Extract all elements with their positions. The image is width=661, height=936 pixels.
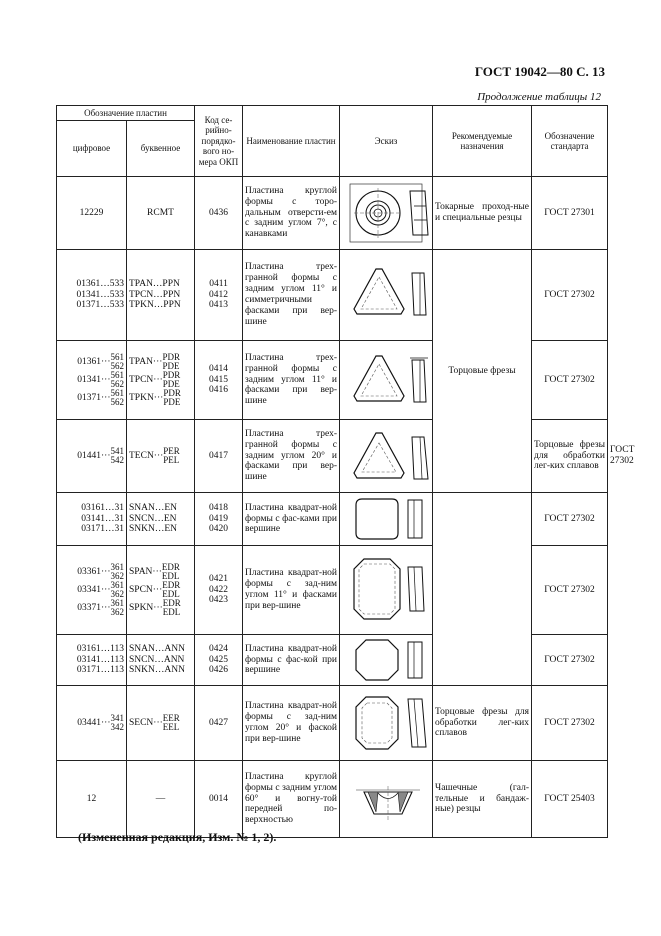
purpose-cell-face-mills: Торцовые фрезы [433, 250, 532, 493]
name-cell: Пластина квадрат-ной формы с фас-кой при вершине [243, 635, 340, 686]
letter-cell: SNAN…EN SNCN…EN SNKN…EN [127, 493, 195, 546]
purpose-cell: Торцовые фрезы для обработки лег-ких сплавов [532, 420, 608, 493]
table-row [57, 686, 608, 761]
square-20-insert-icon [340, 686, 433, 761]
triangle-chamfer-insert-icon [340, 250, 433, 341]
code-cell: 0421 0422 0423 [195, 546, 243, 635]
name-cell: Пластина квадрат-ной формы с зад-ним углом 20° и фаской при вер-шине [243, 686, 340, 761]
name-cell: Пластина трех-гранной формы с задним углом 11° и фасками при вер-шине [243, 341, 340, 420]
table-row: 01441··· 541 542 TECN··· PER PEL 0417 Пластина трех-гранной формы с задним углом 20° и фасками при вер-шине Торцовые фрезы для обработки лег-ких сплавов ГОСТ 27302 [57, 420, 608, 493]
table-row [57, 761, 608, 838]
inserts-table [56, 105, 635, 838]
digital-cell: 03161…31 03141…31 03171…31 [57, 493, 127, 546]
col-digital: цифровое [57, 121, 127, 177]
letter-cell: TECN··· PER PEL [127, 420, 195, 493]
standard-cell: ГОСТ 25403 [532, 761, 608, 838]
triangle-20-insert-icon [340, 420, 433, 493]
digital-cell: 01361…533 01341…533 01371…533 [57, 250, 127, 341]
table-row [57, 250, 608, 341]
code-cell: 0411 0412 0413 [195, 250, 243, 341]
name-cell: Пластина круглой формы с торо-дальным отверсти-ем с задним углом 7°, с канавками [243, 177, 340, 250]
col-name: Наименование пластин [243, 106, 340, 177]
letter-cell: SNAN…ANN SNCN…ANN SNKN…ANN [127, 635, 195, 686]
name-cell: Пластина квадрат-ной формы с фас-ками при вершине [243, 493, 340, 546]
standard-cell: ГОСТ 27302 [532, 686, 608, 761]
digital-cell: 03361··· 361 362 03341··· 361 362 03371··· 361 362 [57, 546, 127, 635]
letter-cell: TPAN··· PDR PDE TPCN··· PDR PDE TPKN··· PDR PDE [127, 341, 195, 420]
purpose-cell-square [433, 493, 532, 686]
letter-cell: — [127, 761, 195, 838]
letter-cell: RCMT [127, 177, 195, 250]
round-hole-insert-icon [340, 177, 433, 250]
standard-cell: ГОСТ 27302 [532, 493, 608, 546]
digital-cell: 03161…113 03141…113 03171…113 [57, 635, 127, 686]
triangle-insert-icon [340, 341, 433, 420]
square-octagon-insert-icon [340, 635, 433, 686]
amendment-note: (Измененная редакция, Изм. № 1, 2). [78, 830, 277, 844]
digital-cell: 12 [57, 761, 127, 838]
letter-cell: TPAN…PPN TPCN…PPN TPKN…PPN [127, 250, 195, 341]
table-row [57, 177, 608, 250]
page-header: ГОСТ 19042—80 С. 13 [474, 64, 605, 79]
purpose-cell: Торцовые фрезы для обработки лег-ких сплавов [433, 686, 532, 761]
standard-cell: ГОСТ 27302 [532, 250, 608, 341]
square-chamfer-insert-icon [340, 546, 433, 635]
letter-cell: SPAN··· EDR EDL SPCN··· EDR EDL SPKN··· EDR EDL [127, 546, 195, 635]
table-row [57, 493, 608, 546]
standard-cell: ГОСТ 27302 [532, 635, 608, 686]
col-purpose: Рекомендуемые назначения [433, 106, 532, 177]
purpose-cell: Токарные проход-ные и специальные резцы [433, 177, 532, 250]
code-cell: 0436 [195, 177, 243, 250]
col-code: Код се-рийно-порядко-вого но-мера ОКП [195, 106, 243, 177]
code-cell: 0417 [195, 420, 243, 493]
table-continuation: Продолжение таблицы 12 [477, 91, 601, 103]
standard-cell: ГОСТ 27302 [532, 341, 608, 420]
digital-cell: 01361··· 561 562 01341··· 561 562 01371··· 561 562 [57, 341, 127, 420]
col-letter: буквенное [127, 121, 195, 177]
col-sketch: Эскиз [340, 106, 433, 177]
col-standard: Обозначение стандарта [532, 106, 608, 177]
digital-cell: 12229 [57, 177, 127, 250]
purpose-cell: Чашечные (гал-тельные и бандаж-ные) резцы [433, 761, 532, 838]
code-cell: 0427 [195, 686, 243, 761]
col-designation: Обозначение пластин [57, 106, 195, 121]
standard-cell: ГОСТ 27302 [532, 546, 608, 635]
code-cell: 0418 0419 0420 [195, 493, 243, 546]
code-cell: 0414 0415 0416 [195, 341, 243, 420]
name-cell: Пластина квадрат-ной формы с зад-ним углом 11° и фасками при вер-шине [243, 546, 340, 635]
letter-cell: SECN··· EER EEL [127, 686, 195, 761]
name-cell: Пластина трех-гранной формы с задним углом 20° и фасками при вер-шине [243, 420, 340, 493]
standard-cell: ГОСТ 27301 [532, 177, 608, 250]
digital-cell: 01441··· 541 542 [57, 420, 127, 493]
square-insert-icon [340, 493, 433, 546]
cup-insert-icon [340, 761, 433, 838]
code-cell: 0014 [195, 761, 243, 838]
code-cell: 0424 0425 0426 [195, 635, 243, 686]
name-cell: Пластина трех-гранной формы с задним углом 11° и симметричными фасками при вер-шине [243, 250, 340, 341]
name-cell: Пластина круглой формы с задним углом 60° и вогну-той передней по-верхностью [243, 761, 340, 838]
digital-cell: 03441··· 341 342 [57, 686, 127, 761]
